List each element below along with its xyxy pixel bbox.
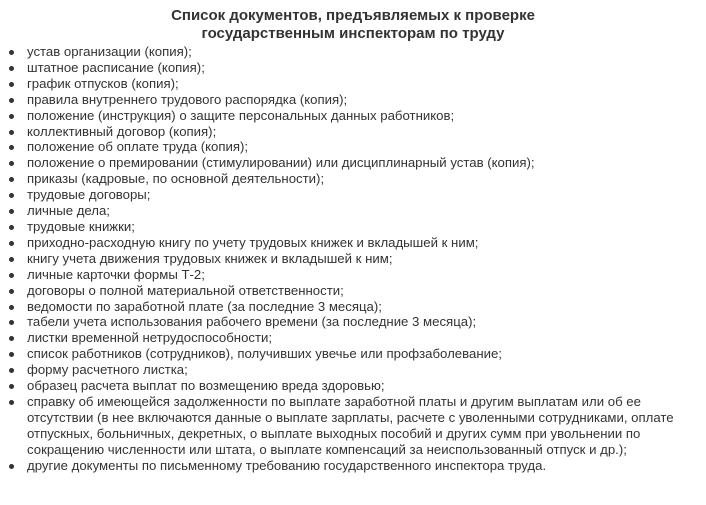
list-item: положение об оплате труда (копия); xyxy=(0,139,706,155)
list-item: положение (инструкция) о защите персональных данных работников; xyxy=(0,108,706,124)
list-item: правила внутреннего трудового распорядка (копия); xyxy=(0,92,706,108)
document-list xyxy=(0,44,706,473)
list-item: устав организации (копия); xyxy=(0,44,706,60)
list-item: штатное расписание (копия); xyxy=(0,60,706,76)
list-item: трудовые книжки; xyxy=(0,219,706,235)
list-item: положение о премировании (стимулировании) или дисциплинарный устав (копия); xyxy=(0,155,706,171)
list-item: договоры о полной материальной ответственности; xyxy=(0,283,706,299)
list-item: ведомости по заработной плате (за последние 3 месяца); xyxy=(0,299,706,315)
list-item: листки временной нетрудоспособности; xyxy=(0,330,706,346)
list-item: образец расчета выплат по возмещению вреда здоровью; xyxy=(0,378,706,394)
list-item: другие документы по письменному требованию государственного инспектора труда. xyxy=(0,458,706,474)
list-item: список работников (сотрудников), получивших увечье или профзаболевание; xyxy=(0,346,706,362)
document-title xyxy=(0,7,706,43)
list-item: табели учета использования рабочего времени (за последние 3 месяца); xyxy=(0,314,706,330)
list-item: личные карточки формы Т-2; xyxy=(0,267,706,283)
list-item: график отпусков (копия); xyxy=(0,76,706,92)
list-item: приходно-расходную книгу по учету трудовых книжек и вкладышей к ним; xyxy=(0,235,706,251)
document-title-line-1: Список документов, предъявляемых к проверке xyxy=(171,7,535,24)
list-item: форму расчетного листка; xyxy=(0,362,706,378)
list-item: приказы (кадровые, по основной деятельности); xyxy=(0,171,706,187)
list-item: личные дела; xyxy=(0,203,706,219)
document-title-line-2: государственным инспекторам по труду xyxy=(201,25,505,42)
list-item: справку об имеющейся задолженности по выплате заработной платы и другим выплатам или об ее отсутствии (в нее включаются данные о выплате зарплаты, расчете с уволенными сотрудниками, оплате отпускных, больничных, декретных, о выплате выходных пособий и других сумм при увольнении по сокращению численности или штата, о выплате компенсаций за неиспользованный отпуск и др.); xyxy=(0,394,706,458)
list-item: книгу учета движения трудовых книжек и вкладышей к ним; xyxy=(0,251,706,267)
list-item: трудовые договоры; xyxy=(0,187,706,203)
list-item: коллективный договор (копия); xyxy=(0,124,706,140)
